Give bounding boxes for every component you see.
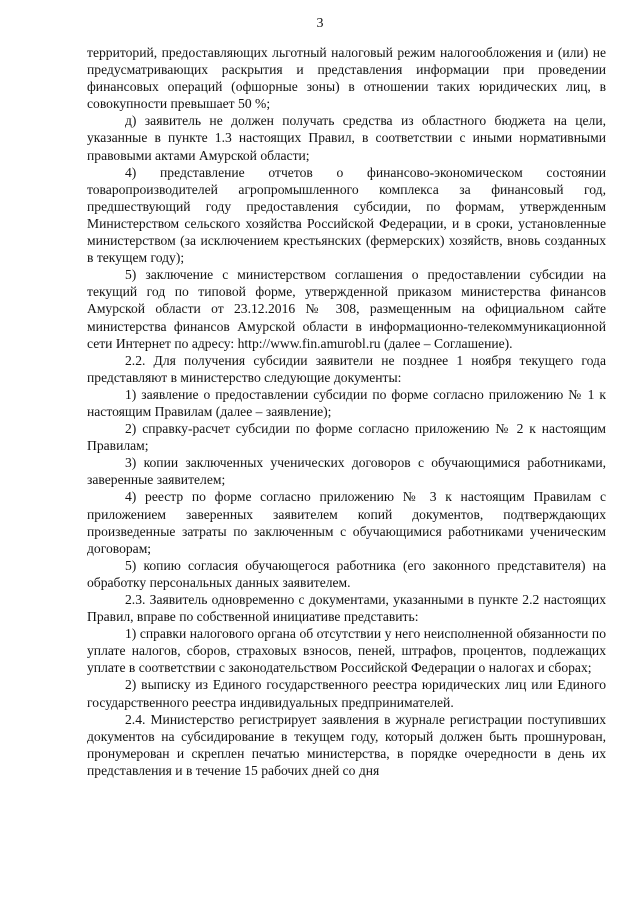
paragraph-2-3: 2.3. Заявитель одновременно с документами, указанными в пункте 2.2 настоящих Правил, вправе по собственной инициативе представить: — [87, 592, 606, 625]
paragraph-item-d: д) заявитель не должен получать средства из областного бюджета на цели, указанные в пункте 1.3 настоящих Правил, в соответствии с иными нормативными правовыми актами Амурской области; — [87, 113, 606, 163]
paragraph-2-2: 2.2. Для получения субсидии заявители не позднее 1 ноября текущего года представляют в министерство следующие документы: — [87, 352, 606, 385]
paragraph-2-2-item-4: 4) реестр по форме согласно приложению № 3 к настоящим Правилам с приложением заверенных заявителем копий документов, подтверждающих произведенные затраты по заключенным с обучающимися работниками ученическим договорам; — [87, 489, 606, 556]
paragraph-2-2-item-1: 1) заявление о предоставлении субсидии по форме согласно приложению № 1 к настоящим Правилам (далее – заявление); — [87, 386, 606, 419]
paragraph-2-3-item-1: 1) справки налогового органа об отсутствии у него неисполненной обязанности по уплате налогов, сборов, страховых взносов, пеней, штрафов, процентов, подлежащих уплате в соответствии с законодательством Российской Федерации о налогах и сборах; — [87, 626, 606, 676]
paragraph-continuation: территорий, предоставляющих льготный налоговый режим налогообложения и (или) не предусматривающих раскрытия и представления информации при проведении финансовых операций (офшорные зоны) в отношении таких юридических лиц, в совокупности превышает 50 %; — [87, 45, 606, 112]
paragraph-item-4-reports: 4) представление отчетов о финансово-экономическом состоянии товаропроизводителей агропромышленного комплекса за финансовый год, предшествующий году предоставления субсидии, по формам, утвержденным Министерством сельского хозяйства Российской Федерации, и в сроки, установленные министерством (за исключением крестьянских (фермерских) хозяйств, вновь созданных в текущем году); — [87, 164, 606, 266]
paragraph-2-3-item-2: 2) выписку из Единого государственного реестра юридических лиц или Единого государственного реестра индивидуальных предпринимателей. — [87, 677, 606, 710]
paragraph-2-2-item-2: 2) справку-расчет субсидии по форме согласно приложению № 2 к настоящим Правилам; — [87, 421, 606, 454]
paragraph-2-2-item-3: 3) копии заключенных ученических договоров с обучающимися работниками, заверенные заявителем; — [87, 455, 606, 488]
paragraph-item-5-agreement: 5) заключение с министерством соглашения о предоставлении субсидии на текущий год по типовой форме, утвержденной приказом министерства финансов Амурской области от 23.12.2016 № 308, размещенным на официальном сайте министерства финансов Амурской области в информационно-телекоммуникационной сети Интернет по адресу: http://www.fin.amurobl.ru (далее – Соглашение). — [87, 267, 606, 351]
page-number: 3 — [316, 16, 324, 31]
paragraph-2-2-item-5: 5) копию согласия обучающегося работника (его законного представителя) на обработку персональных данных заявителем. — [87, 557, 606, 590]
document-body — [87, 44, 606, 779]
paragraph-2-4: 2.4. Министерство регистрирует заявления в журнале регистрации поступивших документов на субсидирование в текущем году, который должен быть прошнурован, пронумерован и скреплен печатью министерства, в порядке очередности в день их представления и в течение 15 рабочих дней со дня — [87, 711, 606, 778]
